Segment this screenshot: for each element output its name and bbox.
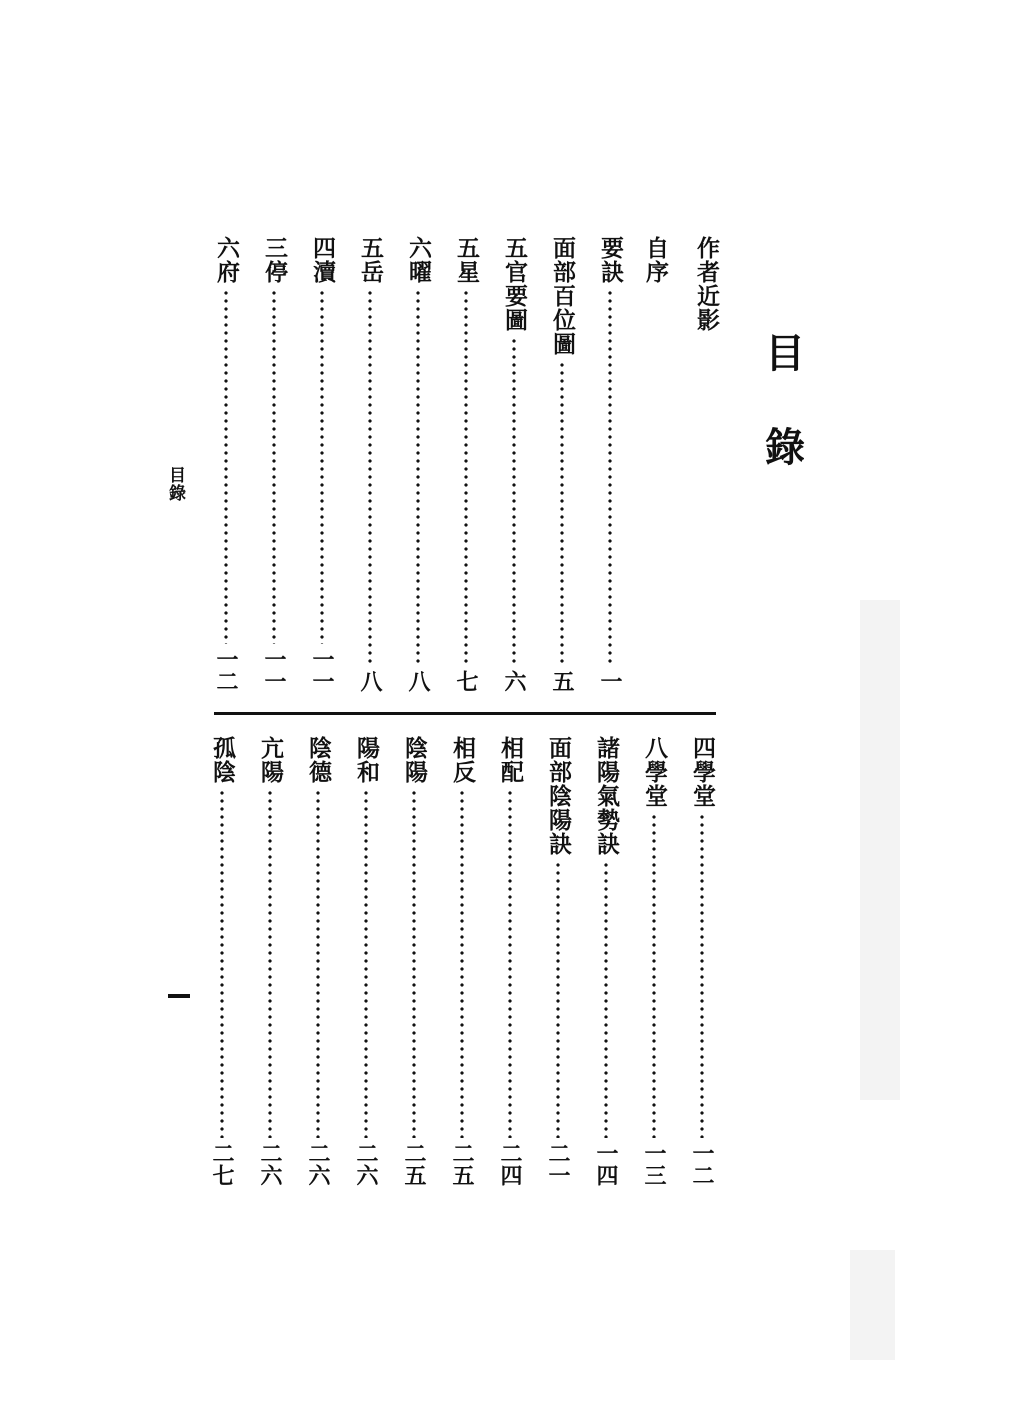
entry-page: 二七 [209,1142,235,1186]
entry-title: 相配 [497,736,524,784]
dot-leader [556,861,560,1138]
entry-title: 陽和 [353,736,380,784]
entry-page: 二五 [401,1142,427,1186]
dot-leader [464,289,468,666]
entry-page: 二六 [353,1142,379,1186]
entry-title: 六曜 [405,236,432,284]
toc-entry [352,736,380,1186]
dot-leader [316,789,320,1138]
dot-leader [320,289,324,644]
dot-leader [700,813,704,1138]
heading-char: 錄 [765,424,805,471]
entry-page: 一一 [261,648,287,692]
toc-entry [596,236,624,692]
entry-page: 六 [501,670,527,692]
entry-page: 二六 [305,1142,331,1186]
entry-page: 二六 [257,1142,283,1186]
page-number-mark [168,994,190,998]
toc-entry [548,236,576,692]
running-header: 目錄 [165,466,185,502]
entry-title: 六府 [213,236,240,284]
dot-leader [416,289,420,666]
entry-title: 五星 [453,236,480,284]
entry-title: 要訣 [597,236,624,284]
section-divider [214,712,716,715]
toc-entry [356,236,384,692]
entry-title: 四學堂 [689,736,716,808]
entry-title: 陰德 [305,736,332,784]
toc-entry [208,736,236,1186]
dot-leader [508,789,512,1138]
entry-page: 一四 [593,1142,619,1186]
toc-entry [256,736,284,1186]
entry-page: 七 [453,670,479,692]
dot-leader [560,361,564,666]
dot-leader [368,289,372,666]
entry-title: 作者近影 [693,236,720,332]
toc-entry [640,736,668,1186]
dot-leader [224,289,228,644]
entry-title: 四瀆 [309,236,336,284]
scan-shadow [850,1250,895,1360]
entry-title: 三停 [261,236,288,284]
entry-page: 二五 [449,1142,475,1186]
entry-page: 二四 [497,1142,523,1186]
heading-char: 目 [765,330,805,377]
toc-entry [592,736,620,1186]
dot-leader [272,289,276,644]
toc-entry [260,236,288,692]
dot-leader [412,789,416,1138]
entry-title: 陰陽 [401,736,428,784]
dot-leader [512,337,516,666]
toc-entry [308,236,336,692]
entry-page: 八 [405,670,431,692]
toc-entry [452,236,480,692]
scan-shadow [860,600,900,1100]
entry-title: 面部百位圖 [549,236,576,356]
toc-entry [304,736,332,1186]
dot-leader [268,789,272,1138]
toc-entry [500,236,528,692]
dot-leader [220,789,224,1138]
toc-entry [212,236,240,692]
entry-page: 二一 [545,1142,571,1186]
entry-page: 五 [549,670,575,692]
toc-entry [448,736,476,1186]
dot-leader [608,289,612,666]
entry-title: 孤陰 [209,736,236,784]
entry-title: 五岳 [357,236,384,284]
toc-entry [641,236,669,686]
dot-leader [364,789,368,1138]
toc-entry [404,236,432,692]
toc-entry [692,236,720,686]
entry-title: 自序 [642,236,669,284]
entry-title: 相反 [449,736,476,784]
toc-entry [496,736,524,1186]
entry-title: 亢陽 [257,736,284,784]
entry-title: 諸陽氣勢訣 [593,736,620,856]
entry-page: 一三 [641,1142,667,1186]
toc-heading [760,330,810,472]
toc-entry [688,736,716,1186]
entry-page: 一 [597,670,623,692]
entry-title: 面部陰陽訣 [545,736,572,856]
entry-page: 一一 [309,648,335,692]
dot-leader [604,861,608,1138]
entry-page: 一二 [213,648,239,692]
dot-leader [460,789,464,1138]
entry-title: 八學堂 [641,736,668,808]
dot-leader [652,813,656,1138]
entry-page: 八 [357,670,383,692]
entry-page: 一二 [689,1142,715,1186]
toc-entry [400,736,428,1186]
entry-title: 五官要圖 [501,236,528,332]
toc-entry [544,736,572,1186]
